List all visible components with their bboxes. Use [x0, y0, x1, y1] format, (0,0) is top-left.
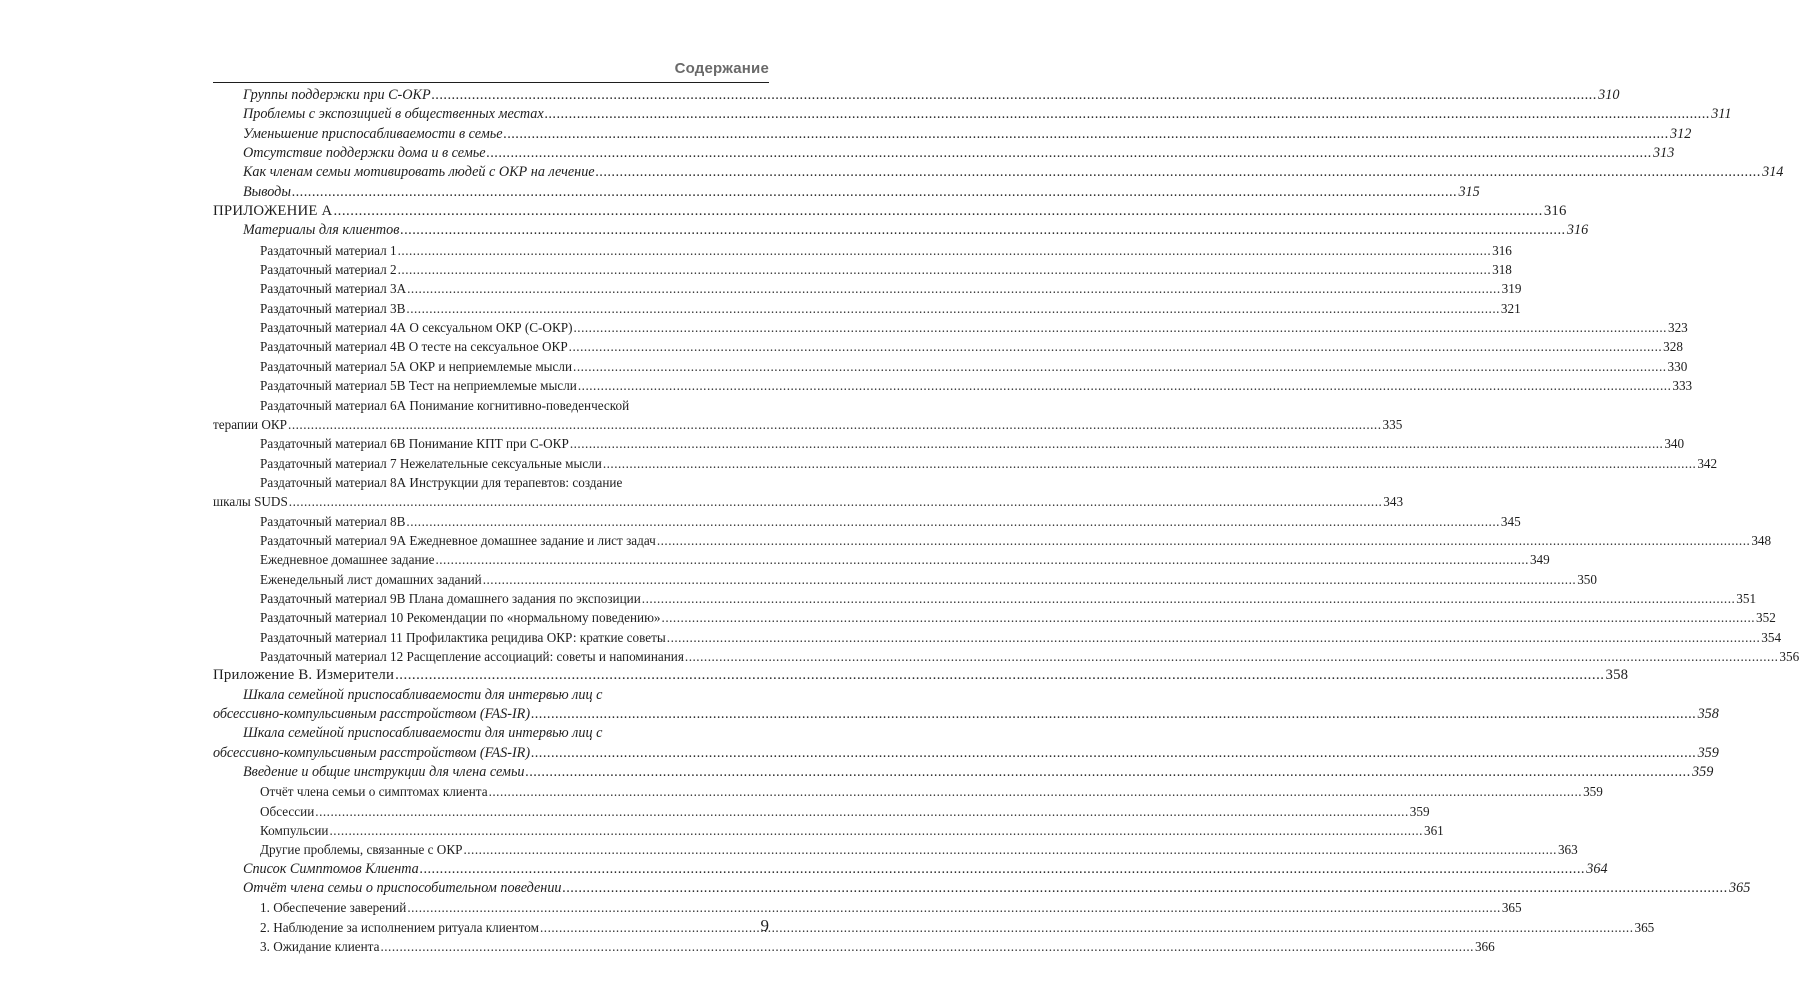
toc-entry — [213, 473, 1404, 512]
toc-entry-page: 365 — [1634, 919, 1655, 935]
toc-entry-page: 323 — [1667, 320, 1688, 336]
dot-leader — [603, 454, 1697, 473]
toc-entry — [213, 221, 1589, 240]
toc-entry-title: Раздаточный материал 6В Понимание КПТ при С-ОКР — [260, 436, 569, 452]
toc-entry-page: 354 — [1761, 629, 1782, 645]
toc-entry-page: 349 — [1529, 552, 1550, 568]
toc-entry-title: Раздаточный материал 12 Расщепление ассоциаций: советы и напоминания — [260, 648, 684, 664]
toc-entry — [213, 628, 1782, 647]
toc-entry-title: 2. Наблюдение за исполнением ритуала клиентом — [260, 919, 539, 935]
toc-entry-page: 356 — [1779, 648, 1799, 664]
toc-entry-page: 343 — [1383, 494, 1404, 510]
toc-entry-title: Выводы — [243, 183, 291, 200]
toc-entry — [213, 454, 1718, 473]
toc-entry-page: 364 — [1586, 860, 1608, 877]
toc-entry — [213, 299, 1521, 318]
toc-entry-page: 340 — [1664, 436, 1685, 452]
toc-entry-page: 313 — [1653, 145, 1675, 162]
toc-entry — [213, 666, 1629, 685]
toc-entry-page: 319 — [1501, 281, 1522, 297]
toc-entry-title: Приложение В. Измерители — [213, 667, 395, 684]
toc-entry — [213, 376, 1693, 395]
toc-entry — [213, 782, 1603, 801]
dot-leader — [662, 608, 1756, 627]
toc-entry-title: Введение и общие инструкции для члена семьи — [243, 764, 525, 781]
toc-entry — [213, 279, 1522, 298]
toc-entry — [213, 647, 1799, 666]
toc-entry-title: Материалы для клиентов — [243, 222, 400, 239]
dot-leader — [420, 860, 1586, 879]
toc-entry-title: Отчёт члена семьи о симптомах клиента — [260, 784, 488, 800]
toc-entry — [213, 86, 1620, 105]
toc-entry-title: Еженедельный лист домашних заданий — [260, 571, 482, 587]
dot-leader — [483, 570, 1577, 589]
toc-entry-title: Раздаточный материал 4В О тесте на сексуальное ОКР — [260, 339, 568, 355]
toc-entry — [213, 821, 1444, 840]
toc-entry — [213, 550, 1550, 569]
dot-leader — [540, 918, 1634, 937]
toc-entry-page: 359 — [1692, 764, 1714, 781]
toc-entry — [213, 589, 1757, 608]
toc-entry-page: 363 — [1557, 842, 1578, 858]
toc-entry-page: 328 — [1663, 339, 1683, 355]
dot-leader — [288, 415, 1382, 434]
toc-entry-page: 359 — [1583, 784, 1603, 800]
toc-entry — [213, 357, 1688, 376]
table-of-contents — [213, 86, 1799, 956]
toc-entry — [213, 241, 1512, 260]
toc-entry — [213, 318, 1688, 337]
dot-leader — [489, 782, 1583, 801]
toc-entry-title: Раздаточный материал 2 — [260, 262, 397, 278]
toc-entry-page: 333 — [1672, 378, 1693, 394]
toc-entry — [213, 531, 1772, 550]
toc-entry-page: 330 — [1667, 358, 1688, 374]
toc-entry — [213, 570, 1597, 589]
toc-entry-title: Компульсии — [260, 823, 329, 839]
toc-entry-title: Как членам семьи мотивировать людей с ОКР на лечение — [243, 164, 595, 181]
toc-entry-title: Раздаточный материал 5А ОКР и неприемлемые мысли — [260, 358, 573, 374]
dot-leader — [435, 550, 1529, 569]
dot-leader — [329, 821, 1423, 840]
toc-entry-page: 311 — [1711, 106, 1732, 123]
dot-leader — [380, 937, 1474, 956]
toc-entry-page: 350 — [1577, 571, 1597, 587]
toc-entry-page: 359 — [1409, 803, 1430, 819]
toc-entry-title: Список Симптомов Клиента — [243, 860, 419, 877]
toc-entry-page: 366 — [1474, 939, 1495, 955]
page-number: 9 — [760, 916, 769, 935]
dot-leader — [407, 279, 1501, 298]
toc-entry-title: Проблемы с экспозицией в общественных местах — [243, 106, 544, 123]
toc-entry-title-start: Шкала семейной приспосабливаемости для интервью лиц с — [243, 725, 603, 742]
toc-entry-title: Раздаточный материал 5В Тест на неприемлемые мысли — [260, 378, 577, 394]
dot-leader — [315, 802, 1409, 821]
toc-entry-title: Отчёт члена семьи о приспособительном поведении — [243, 880, 562, 897]
toc-entry — [213, 860, 1608, 879]
toc-entry-title: Раздаточный материал 11 Профилактика рецидива ОКР: краткие советы — [260, 629, 666, 645]
toc-entry — [213, 396, 1403, 435]
toc-entry-page: 365 — [1501, 900, 1522, 916]
toc-entry — [213, 763, 1714, 782]
toc-entry-page: 348 — [1751, 532, 1772, 548]
toc-entry-title: Уменьшение приспосабливаемости в семье — [243, 125, 503, 142]
toc-entry — [213, 608, 1776, 627]
dot-leader — [333, 202, 1542, 221]
toc-entry — [213, 724, 1719, 763]
toc-entry-title: Обсессии — [260, 803, 315, 819]
dot-leader — [545, 105, 1711, 124]
toc-entry-title: шкалы SUDS — [213, 494, 288, 510]
toc-entry — [213, 105, 1732, 124]
dot-leader — [531, 705, 1697, 724]
toc-entry-title: Другие проблемы, связанные с ОКР — [260, 842, 463, 858]
toc-entry-page: 310 — [1598, 87, 1620, 103]
toc-entry-title: Раздаточный материал 1 — [260, 242, 397, 258]
toc-entry-title: Раздаточный материал 4А О сексуальном ОКР (С-ОКР) — [260, 320, 573, 336]
dot-leader — [432, 86, 1598, 105]
toc-entry — [213, 260, 1512, 279]
toc-entry-page: 358 — [1605, 667, 1629, 684]
toc-entry-page: 335 — [1382, 416, 1403, 432]
toc-entry-title: Раздаточный материал 3В — [260, 300, 406, 316]
toc-entry — [213, 337, 1683, 356]
toc-entry-title-start: Шкала семейной приспосабливаемости для интервью лиц с — [243, 686, 603, 703]
dot-leader — [657, 531, 1751, 550]
toc-entry — [213, 144, 1675, 163]
dot-leader — [642, 589, 1736, 608]
toc-entry — [213, 202, 1567, 221]
dot-leader — [289, 492, 1383, 511]
toc-entry-page: 351 — [1736, 590, 1757, 606]
toc-entry — [213, 879, 1751, 898]
dot-leader — [570, 434, 1664, 453]
toc-entry-page: 316 — [1492, 242, 1512, 258]
toc-entry-title: Раздаточный материал 9В Плана домашнего задания по экспозиции — [260, 590, 641, 606]
toc-entry-page: 365 — [1729, 880, 1751, 897]
toc-entry — [213, 937, 1495, 956]
running-header: Содержание — [674, 60, 769, 77]
toc-entry — [213, 802, 1430, 821]
toc-entry-page: 316 — [1543, 203, 1567, 220]
toc-entry-page: 342 — [1697, 455, 1718, 471]
toc-entry — [213, 125, 1692, 144]
toc-entry-title: обсессивно-компульсивным расстройством (FAS-IR) — [213, 706, 531, 722]
toc-entry-title: Ежедневное домашнее задание — [260, 552, 435, 568]
dot-leader — [406, 512, 1500, 531]
toc-entry — [213, 163, 1784, 182]
toc-entry-page: 318 — [1492, 262, 1512, 278]
header-rule — [213, 82, 769, 83]
dot-leader — [573, 357, 1667, 376]
toc-entry-title: Раздаточный материал 9А Ежедневное домашнее задание и лист задач — [260, 532, 656, 548]
toc-entry — [213, 918, 1655, 937]
dot-leader — [667, 628, 1761, 647]
dot-leader — [292, 183, 1458, 202]
toc-entry — [213, 183, 1480, 202]
toc-entry-title: Отсутствие поддержки дома и в семье — [243, 145, 486, 162]
toc-entry-title: терапии ОКР — [213, 416, 288, 432]
toc-entry-title: обсессивно-компульсивным расстройством (FAS-IR) — [213, 744, 531, 761]
toc-entry-page: 314 — [1762, 164, 1784, 181]
toc-entry-title-start: Раздаточный материал 6А Понимание когнитивно-поведенческой — [260, 397, 630, 413]
dot-leader — [407, 898, 1501, 917]
toc-entry — [213, 512, 1521, 531]
dot-leader — [400, 221, 1566, 240]
toc-entry-title: ПРИЛОЖЕНИЕ А — [213, 203, 333, 220]
toc-entry-title: 1. Обеспечение заверений — [260, 900, 407, 916]
toc-entry-title: 3. Ожидание клиента — [260, 939, 380, 955]
dot-leader — [569, 337, 1663, 356]
toc-entry-title: Раздаточный материал 7 Нежелательные сексуальные мысли — [260, 455, 602, 471]
dot-leader — [531, 744, 1697, 763]
toc-entry-title: Группы поддержки при С-ОКР — [243, 87, 431, 103]
toc-entry-title: Раздаточный материал 8В — [260, 513, 406, 529]
toc-entry — [213, 434, 1685, 453]
dot-leader — [685, 647, 1779, 666]
toc-entry — [213, 898, 1522, 917]
dot-leader — [463, 840, 1557, 859]
dot-leader — [526, 763, 1692, 782]
dot-leader — [573, 318, 1667, 337]
dot-leader — [398, 260, 1492, 279]
toc-entry-page: 316 — [1566, 222, 1589, 239]
dot-leader — [406, 299, 1500, 318]
toc-entry-page: 315 — [1458, 183, 1480, 200]
dot-leader — [596, 163, 1762, 182]
toc-entry — [213, 840, 1578, 859]
dot-leader — [395, 666, 1604, 685]
toc-entry-page: 352 — [1756, 610, 1776, 626]
toc-entry-page: 361 — [1423, 823, 1444, 839]
toc-entry-page: 312 — [1670, 125, 1692, 142]
dot-leader — [504, 125, 1670, 144]
toc-entry-title: Раздаточный материал 3А — [260, 281, 407, 297]
dot-leader — [563, 879, 1729, 898]
book-page — [213, 60, 1799, 955]
toc-entry-page: 359 — [1697, 744, 1719, 761]
toc-entry-page: 358 — [1697, 706, 1719, 722]
toc-entry — [213, 686, 1719, 725]
dot-leader — [398, 241, 1492, 260]
toc-entry-title-start: Раздаточный материал 8А Инструкции для терапевтов: создание — [260, 474, 623, 490]
toc-entry-page: 321 — [1500, 300, 1521, 316]
dot-leader — [578, 376, 1672, 395]
toc-entry-page: 345 — [1500, 513, 1521, 529]
toc-entry-title: Раздаточный материал 10 Рекомендации по «нормальному поведению» — [260, 610, 661, 626]
dot-leader — [487, 144, 1653, 163]
